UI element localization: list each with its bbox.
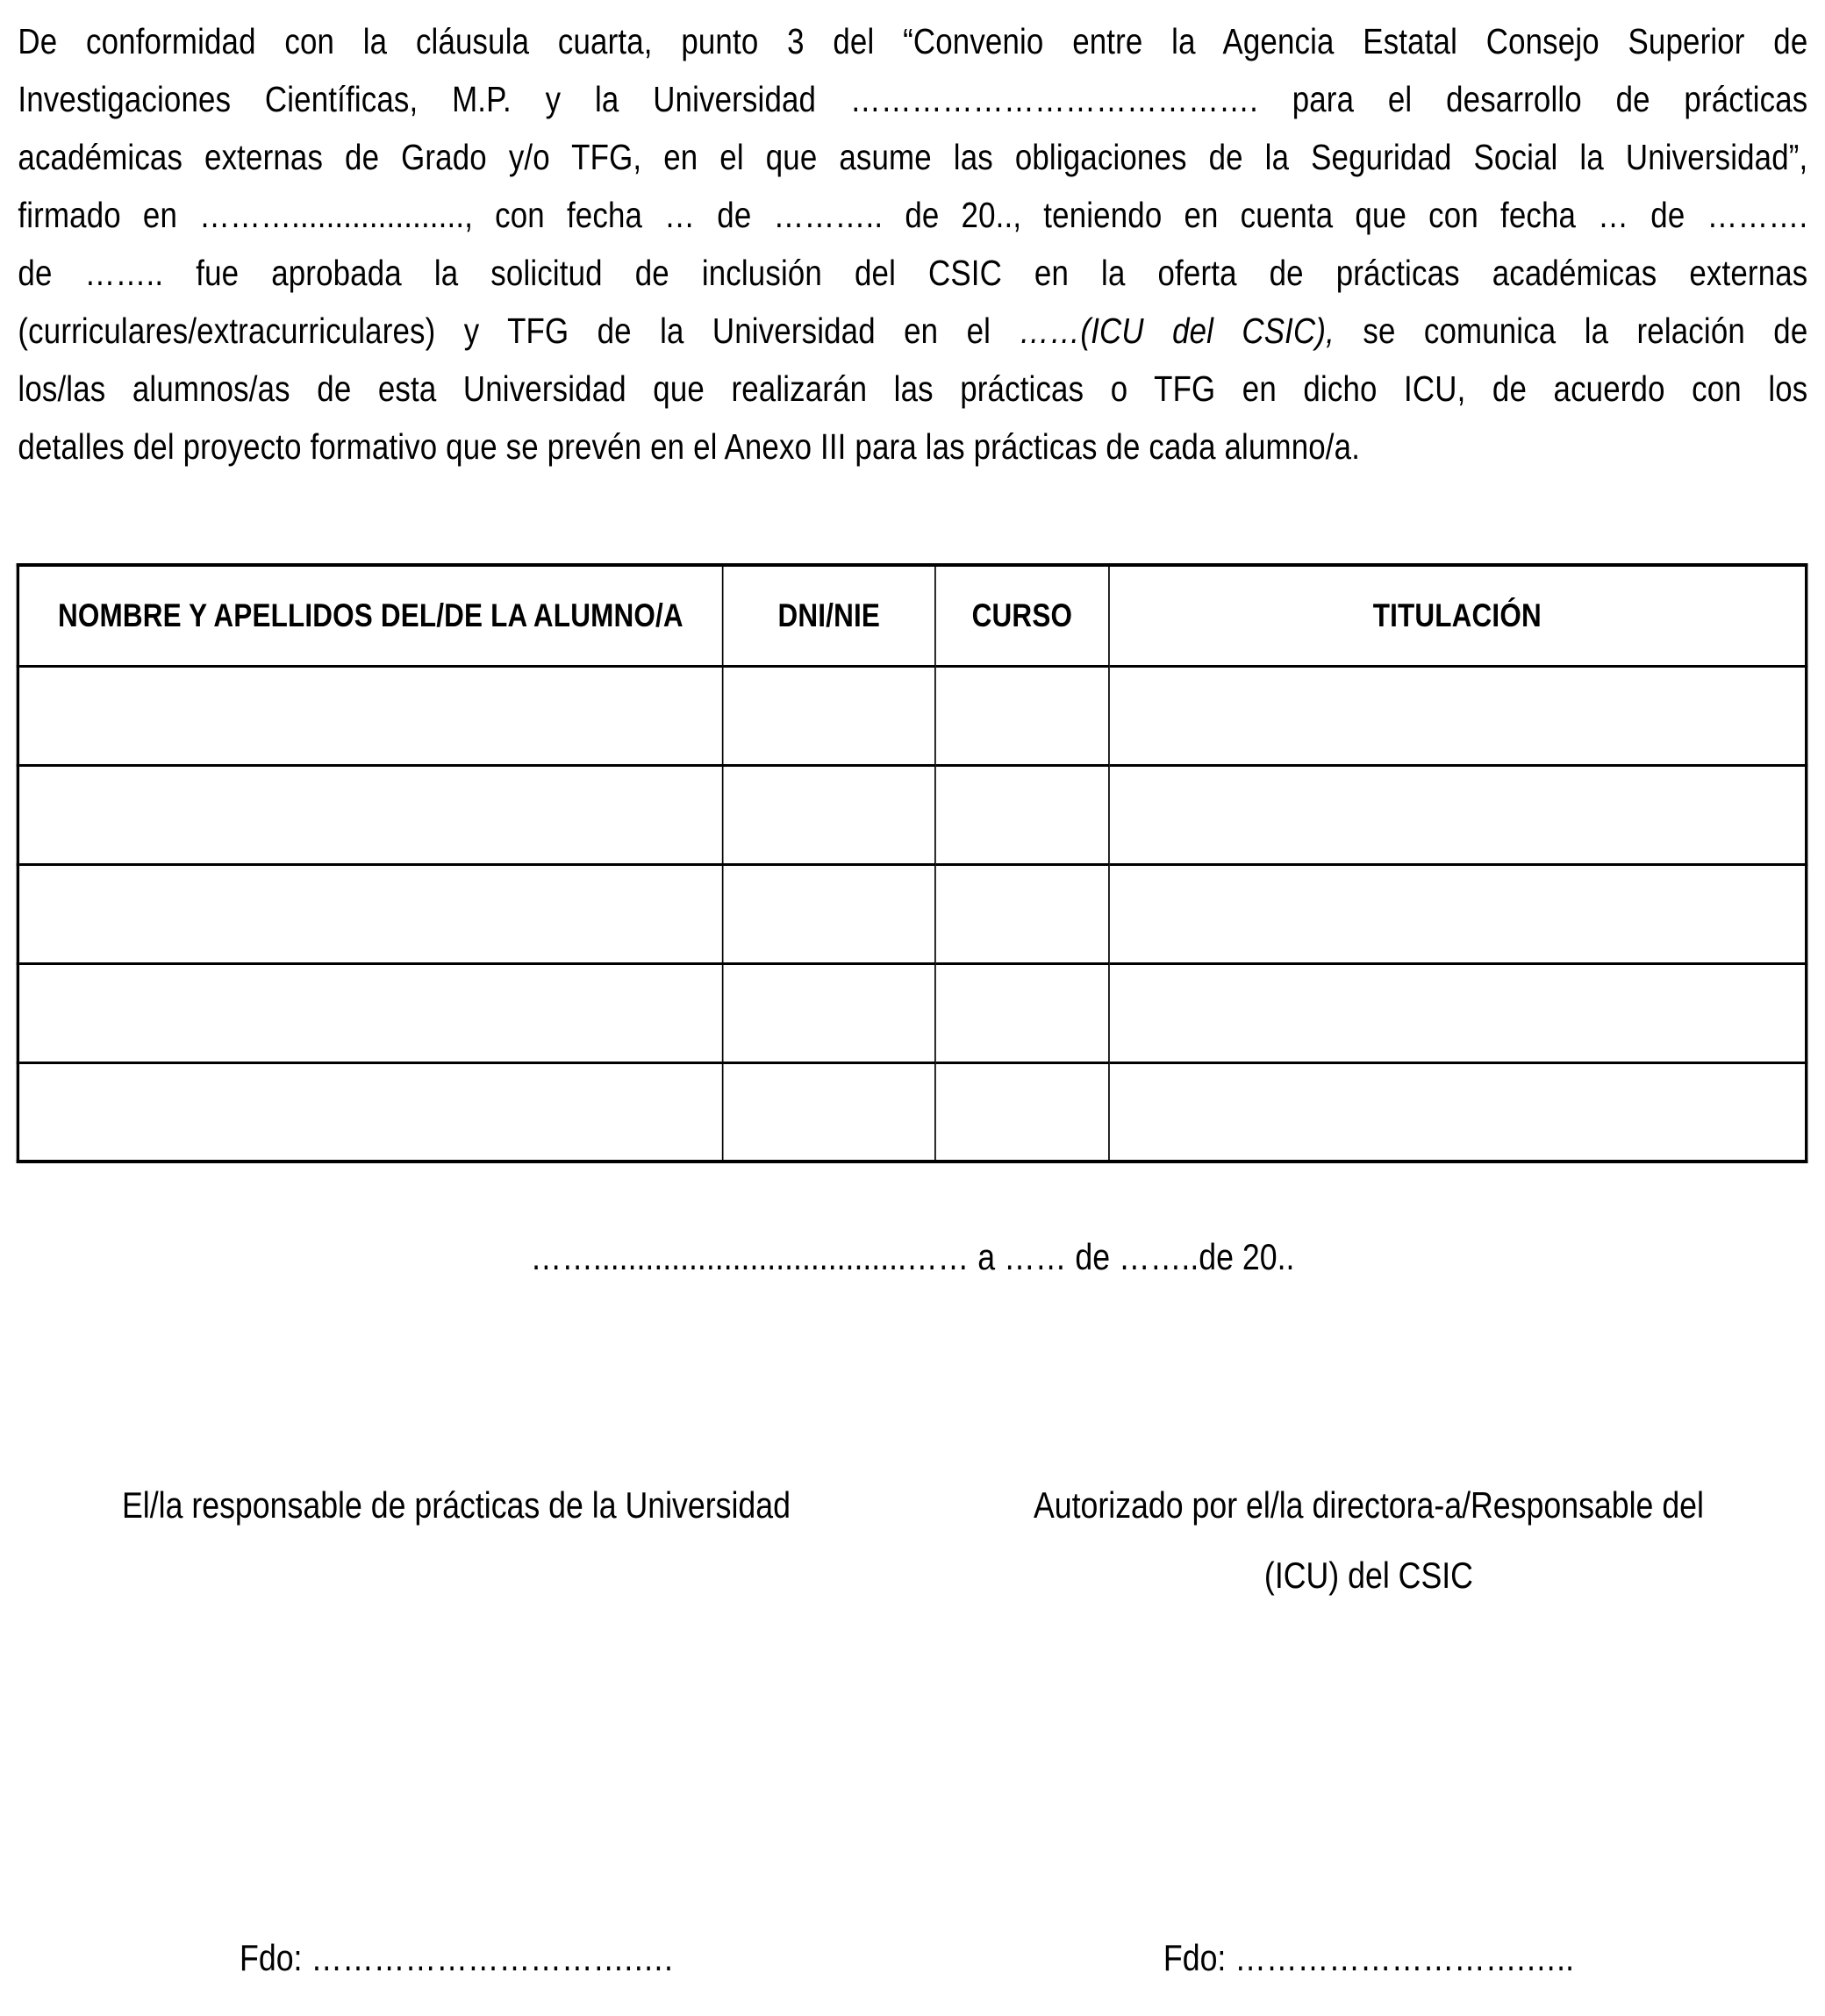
- column-header-nombre: NOMBRE Y APELLIDOS DEL/DE LA ALUMNO/A: [18, 565, 722, 666]
- paragraph-segment: se comunica la relación de: [1335, 311, 1808, 351]
- paragraph-line: [18, 302, 1807, 360]
- table-cell-empty: [18, 765, 722, 864]
- table-cell-empty: [18, 1062, 722, 1162]
- table-row: [18, 666, 1806, 765]
- paragraph-segment: (curriculares/extracurriculares) y TFG de la Universidad en el: [18, 311, 1020, 351]
- table-cell-empty: [935, 666, 1109, 765]
- signature-title-university: [0, 1470, 912, 1611]
- signature-title-csic: [912, 1470, 1825, 1611]
- paragraph-line: los/las alumnos/as de esta Universidad que realizarán las prácticas o TFG en dicho ICU, de acuerdo con los: [18, 368, 1808, 409]
- table-cell-empty: [1109, 765, 1807, 864]
- fdo-left: Fdo: ………………………….….: [240, 1937, 673, 1978]
- paragraph-line: Investigaciones Científicas, M.P. y la Universidad …………………………………. para el desarrollo de prácticas: [18, 79, 1808, 119]
- table-cell-empty: [722, 765, 935, 864]
- table-cell-empty: [722, 1062, 935, 1162]
- table-row: [18, 1062, 1806, 1162]
- students-table: [17, 563, 1808, 1163]
- table-cell-empty: [722, 864, 935, 963]
- students-table-header: [18, 565, 1806, 666]
- table-row: [18, 864, 1806, 963]
- signature-title-csic-line2: (ICU) del CSIC: [1263, 1555, 1473, 1596]
- fdo-right: Fdo: ……………………….…..: [1163, 1937, 1575, 1978]
- signature-titles-row: [0, 1470, 1825, 1611]
- table-cell-empty: [1109, 864, 1807, 963]
- column-header-dni: DNI/NIE: [722, 565, 935, 666]
- paragraph-line: De conformidad con la cláusula cuarta, punto 3 del “Convenio entre la Agencia Estatal Consejo Superior de: [18, 21, 1808, 61]
- table-cell-empty: [722, 666, 935, 765]
- table-cell-empty: [18, 963, 722, 1062]
- table-cell-empty: [1109, 1062, 1807, 1162]
- header-row: [18, 565, 1806, 666]
- table-cell-empty: [935, 765, 1109, 864]
- paragraph-line: de …….. fue aprobada la solicitud de inclusión del CSIC en la oferta de prácticas académicas externas: [18, 253, 1808, 293]
- signature-title-csic-line1: Autorizado por el/la directora-a/Responsable del: [1033, 1484, 1704, 1526]
- place-and-date-line: ……....................................…… a …… de ……..de 20..: [530, 1236, 1295, 1277]
- paragraph-line: detalles del proyecto formativo que se prevén en el Anexo III para las prácticas de cada alumno/a.: [18, 426, 1361, 467]
- table-cell-empty: [18, 864, 722, 963]
- table-cell-empty: [935, 963, 1109, 1062]
- signature-title-university-text: El/la responsable de prácticas de la Universidad: [121, 1484, 791, 1526]
- column-header-curso: CURSO: [935, 565, 1109, 666]
- signature-fdo-row: [0, 1934, 1825, 1983]
- table-cell-empty: [1109, 666, 1807, 765]
- paragraph-line: firmado en ………...................., con fecha … de ……….. de 20.., teniendo en cuenta que con fecha … de ……….: [18, 195, 1808, 235]
- table-row: [18, 963, 1806, 1062]
- table-cell-empty: [935, 864, 1109, 963]
- table-cell-empty: [1109, 963, 1807, 1062]
- table-cell-empty: [18, 666, 722, 765]
- paragraph-segment-italic: ……(ICU del CSIC),: [1019, 311, 1335, 351]
- column-header-titulacion: TITULACIÓN: [1109, 565, 1807, 666]
- intro-paragraph: [18, 12, 1807, 475]
- table-cell-empty: [722, 963, 935, 1062]
- table-row: [18, 765, 1806, 864]
- students-table-body: [18, 666, 1806, 1162]
- paragraph-line: académicas externas de Grado y/o TFG, en el que asume las obligaciones de la Seguridad Social la Universidad”,: [18, 137, 1808, 177]
- table-cell-empty: [935, 1062, 1109, 1162]
